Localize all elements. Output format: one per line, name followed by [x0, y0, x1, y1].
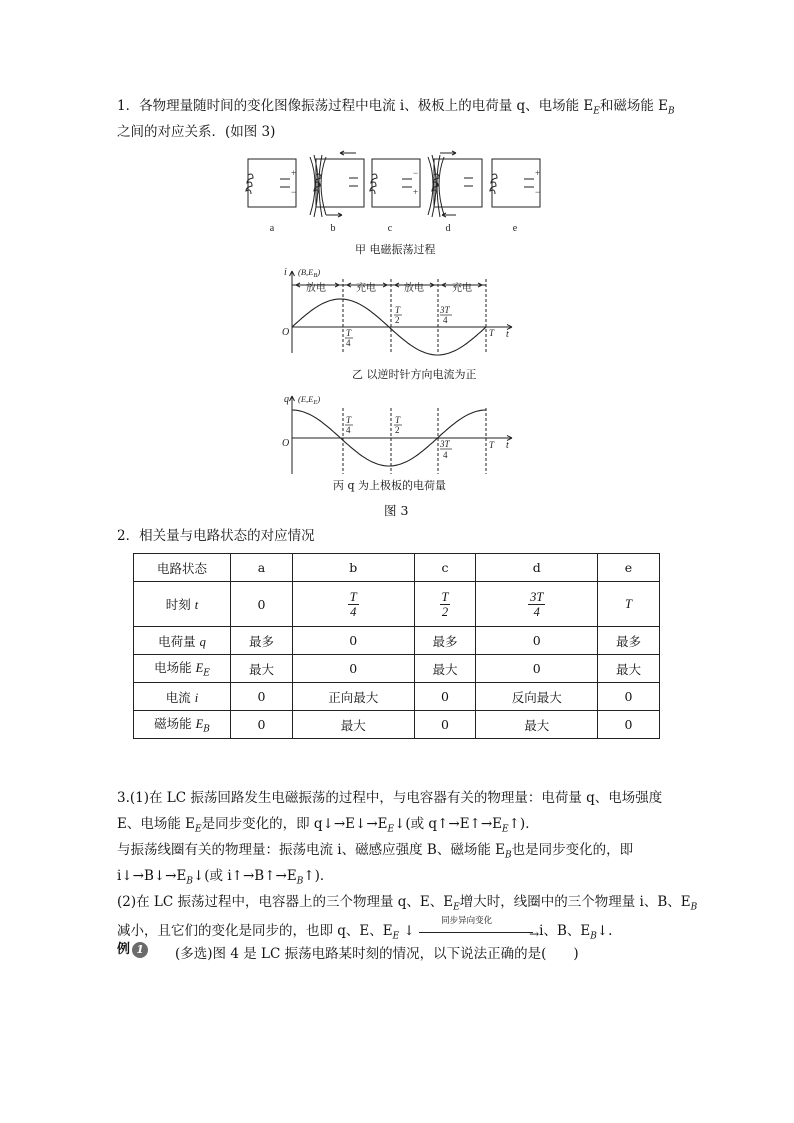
svg-text:2: 2 — [395, 315, 400, 325]
item3-line1: 3.(1)在 LC 振荡回路发生电磁振荡的过程中，与电容器有关的物理量：电荷量 q、电场强度 — [117, 790, 663, 806]
table-cell: 最大 — [292, 711, 414, 739]
table-cell: 电荷量 q — [134, 627, 231, 655]
table-cell: d — [476, 554, 598, 582]
table-row — [134, 582, 660, 627]
svg-text:充电: 充电 — [356, 283, 376, 294]
caption-jia: 甲 电磁振荡过程 — [355, 243, 436, 256]
table-row — [134, 683, 660, 711]
svg-text:+: + — [413, 187, 419, 197]
svg-text:2: 2 — [395, 425, 400, 435]
svg-text:放电: 放电 — [306, 283, 326, 294]
table-cell: 最大 — [231, 655, 293, 683]
circuit-diagram — [230, 145, 570, 245]
svg-text:−: − — [413, 168, 419, 178]
table-cell: $\frac{T}{2}$ — [414, 582, 476, 627]
charge-graph — [278, 390, 518, 478]
example-badge: 例 1 — [117, 938, 148, 958]
svg-text:O: O — [282, 438, 290, 449]
table-cell: c — [414, 554, 476, 582]
table-row — [134, 711, 660, 739]
svg-text:(E,EE): $(E,E_E)$ — [298, 394, 321, 406]
table-cell: b — [292, 554, 414, 582]
table-cell: 0 — [231, 582, 293, 627]
svg-text:T: T — [489, 328, 495, 338]
table-cell: 0 — [414, 683, 476, 711]
table-cell: 0 — [292, 627, 414, 655]
svg-text:−: − — [291, 187, 297, 197]
svg-text:+: + — [535, 168, 541, 178]
table-cell: 0 — [414, 711, 476, 739]
table-cell: 0 — [598, 683, 660, 711]
table-cell: 最大 — [414, 655, 476, 683]
table-cell: 最多 — [231, 627, 293, 655]
svg-text:4: 4 — [443, 315, 448, 325]
svg-text:充电: 充电 — [452, 283, 472, 294]
svg-text:+: + — [291, 168, 297, 178]
table-cell: 反向最大 — [476, 683, 598, 711]
svg-text:4: 4 — [346, 425, 351, 435]
svg-text:T: T — [395, 305, 401, 315]
svg-text:T: T — [489, 440, 495, 450]
svg-text:(B,EB): $(B,E_B)$ — [298, 267, 321, 279]
table-cell: 0 — [476, 627, 598, 655]
circuit-label-a: a — [269, 223, 275, 234]
circuit-label-d: d — [445, 223, 451, 234]
table-cell: 0 — [476, 655, 598, 683]
svg-text:T: T — [346, 415, 352, 425]
table-cell: 电路状态 — [134, 554, 231, 582]
table-cell: 最大 — [476, 711, 598, 739]
table-cell: $\frac{T}{4}$ — [292, 582, 414, 627]
item2-title: 2．相关量与电路状态的对应情况 — [117, 528, 315, 544]
circuit-label-c: c — [387, 223, 393, 234]
sync-arrow: 同步异向变化 → — [419, 924, 539, 940]
table-cell: 最大 — [598, 655, 660, 683]
table-cell: 电场能 $E_E$ — [134, 655, 231, 683]
svg-text:t: t — [506, 440, 509, 451]
table-cell: $\frac{3T}{4}$ — [476, 582, 598, 627]
svg-text:放电: 放电 — [404, 283, 424, 294]
circuit-label-e: e — [512, 223, 518, 234]
table-cell: 0 — [292, 655, 414, 683]
svg-text:4: 4 — [346, 338, 351, 348]
svg-text:t: t — [506, 329, 509, 340]
circuit-label-b: b — [330, 223, 336, 234]
table-cell: e — [598, 554, 660, 582]
table-header-row — [134, 554, 660, 582]
table-cell: 电流 i — [134, 683, 231, 711]
table-cell: 正向最大 — [292, 683, 414, 711]
caption-yi: 乙 以逆时针方向电流为正 — [352, 368, 477, 381]
example-text: (多选)图 4 是 LC 振荡电路某时刻的情况，以下说法正确的是( ) — [175, 946, 579, 962]
svg-text:q: q — [284, 394, 289, 405]
table-cell: 0 — [231, 711, 293, 739]
relation-table — [133, 553, 660, 739]
svg-text:3T: 3T — [440, 439, 450, 449]
svg-text:3T: 3T — [440, 305, 450, 315]
figure-label: 图 3 — [384, 503, 409, 518]
svg-text:4: 4 — [443, 450, 448, 460]
svg-text:O: O — [282, 327, 290, 338]
svg-text:T: T — [346, 328, 352, 338]
example-number-icon: 1 — [132, 942, 148, 958]
svg-text:i: i — [284, 267, 287, 278]
item3-line2: E、电场能 $E_E$是同步变化的，即 $q↓\to E↓\to E_E↓$(或 $q↑\to E↑\to E_E↑$)． — [117, 816, 539, 835]
svg-text:T: T — [395, 415, 401, 425]
caption-bing: 丙 q 为上极板的电荷量 — [333, 479, 447, 492]
table-row — [134, 655, 660, 683]
current-graph — [278, 265, 518, 365]
table-row — [134, 627, 660, 655]
table-cell: 0 — [231, 683, 293, 711]
item1-line1: 1．各物理量随时间的变化图像振荡过程中电流 i、极板上的电荷量 q、电场能 $E_E$和磁场能 $E_B$ — [117, 98, 675, 117]
item3-line6: 减小，且它们的变化是同步的，也即 q、E、$E_E$ ↓ 同步异向变化 → i、B、$E_B↓$. — [117, 915, 613, 942]
item3-line5: (2)在 LC 振荡过程中，电容器上的三个物理量 q、E、$E_E$增大时，线圈中的三个物理量 i、B、$E_B$ — [117, 894, 698, 913]
table-cell: 时刻 t — [134, 582, 231, 627]
table-cell: T — [598, 582, 660, 627]
table-cell: 最多 — [598, 627, 660, 655]
table-cell: a — [231, 554, 293, 582]
table-cell: 磁场能 $E_B$ — [134, 711, 231, 739]
svg-text:−: − — [535, 187, 541, 197]
item1-line2: 之间的对应关系．(如图 3) — [117, 124, 276, 140]
item3-line3: 与振荡线圈有关的物理量：振荡电流 i、磁感应强度 B、磁场能 $E_B$也是同步变化的，即 — [117, 842, 634, 861]
table-cell: 0 — [598, 711, 660, 739]
table-cell: 最多 — [414, 627, 476, 655]
item3-line4: $i↓\to B↓\to E_B↓$(或 $i↑\to B↑\to E_B↑$)． — [117, 868, 334, 887]
